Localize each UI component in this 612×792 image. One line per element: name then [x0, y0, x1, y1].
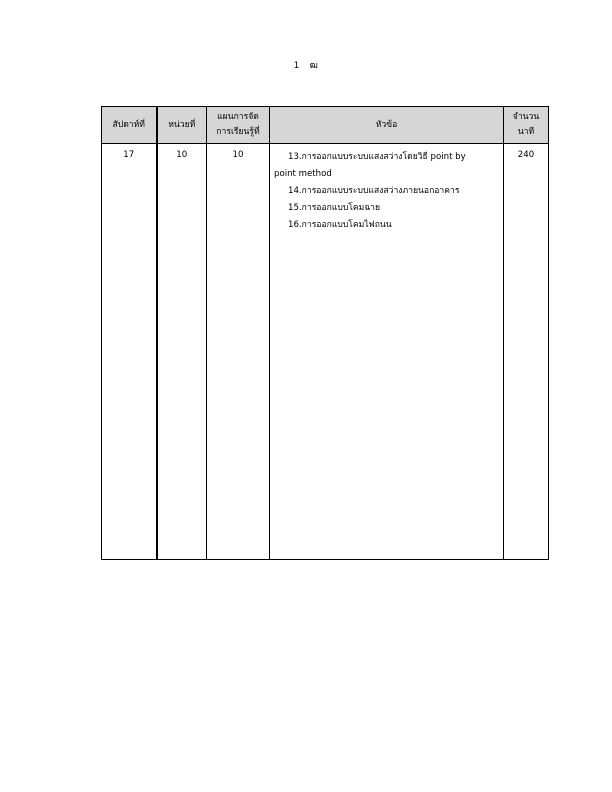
col-header-minutes-line1: จำนวน [512, 112, 540, 122]
page-number: 1 [293, 61, 300, 71]
col-header-week: สัปดาห์ที่ [102, 107, 157, 144]
table-row [102, 144, 549, 560]
cell-plan: 10 [207, 144, 270, 560]
col-header-unit: หน่วยที่ [157, 107, 207, 144]
page-header [0, 58, 612, 72]
cell-topics [270, 144, 504, 560]
topic-item: 16.การออกแบบโคมไฟถนน [288, 220, 392, 230]
cell-minutes: 240 [504, 144, 549, 560]
col-header-plan [207, 107, 270, 144]
col-header-plan-line2: การเรียนรู้ที่ [216, 127, 260, 137]
topic-item: 14.การออกแบบระบบแสงสว่างภายนอกอาคาร [288, 186, 460, 196]
topic-item: 15.การออกแบบโคมฉาย [288, 203, 381, 213]
col-header-minutes-line2: นาที [517, 127, 535, 137]
col-header-topic: หัวข้อ [270, 107, 504, 144]
lesson-plan-table [101, 106, 549, 560]
col-header-minutes [504, 107, 549, 144]
page-number-suffix: ฒ [309, 61, 319, 71]
col-header-plan-line1: แผนการจัด [217, 112, 259, 122]
table-header-row [102, 107, 549, 144]
cell-unit: 10 [157, 144, 207, 560]
cell-week: 17 [102, 144, 157, 560]
topic-item: 13.การออกแบบระบบแสงสว่างโดยวิธี point by [288, 152, 466, 162]
topic-item-continuation: point method [274, 169, 332, 179]
